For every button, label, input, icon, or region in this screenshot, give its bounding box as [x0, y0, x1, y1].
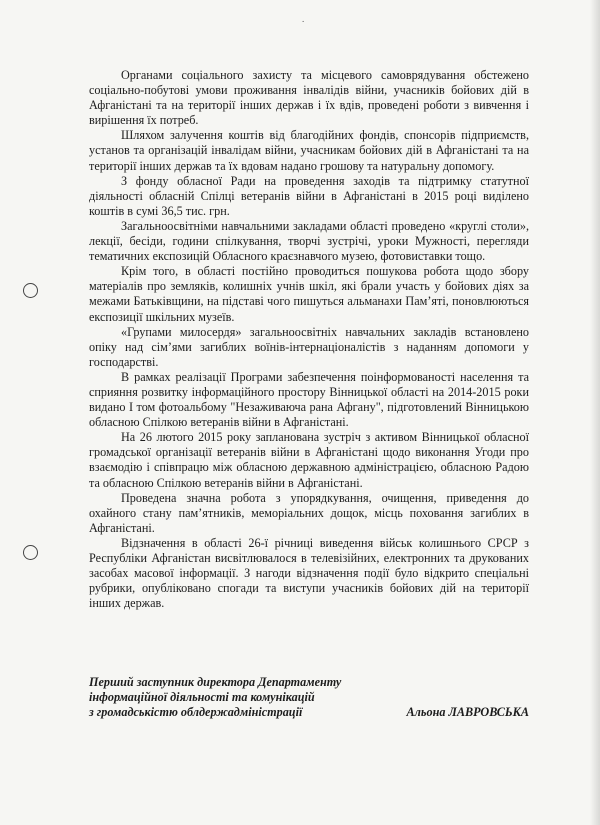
punch-hole-bottom — [23, 545, 38, 560]
signatory-name: Альона ЛАВРОВСЬКА — [406, 705, 529, 720]
paragraph-search-work: Крім того, в області постійно проводиться пошукова робота щодо збору матеріалів про земляків, колишніх учнів шкіл, які брали участь у бойових діях за межами Батьківщини, на підставі чого пишуться альманахи Пам’яті, поновлюються експозиції шкільних музеїв. — [89, 264, 529, 324]
paragraph-photo-album: В рамках реалізації Програми забезпечення поінформованості населення та сприяння розвитку інформаційного простору Вінницької області на 2014-2015 роки видано І том фотоальбому "Незаживаюча рана Афгану", підготовлений Вінницькою обласною Спілкою ветеранів війни в Афганістані. — [89, 369, 529, 430]
signature-title-line-3: з громадськістю облдержадміністрації — [89, 705, 303, 720]
paragraph-regional-council-fund: З фонду обласної Ради на проведення заходів та підтримку статутної діяльності обласній Спілці ветеранів війни в Афганістані в 2015 році виділено коштів в сумі 36,5 тис. грн. — [89, 173, 529, 218]
paragraph-planned-meeting: На 26 лютого 2015 року запланована зустріч з активом Вінницької обласної громадської організації ветеранів війни в Афганістані щодо виконання Угоди про взаємодію і співпрацю між обласною державною адміністрацією, обласною Радою та обласною Спілкою ветеранів війни в Афганістані. — [89, 430, 529, 490]
page-edge-shadow — [590, 0, 600, 825]
paragraph-schools-events: Загальноосвітніми навчальними закладами області проведено «круглі столи», лекції, бесіди, години спілкування, творчі зустрічі, уроки Мужності, перегляди тематичних експозицій Обласного краєзнавчого музею, фотовиставки тощо. — [89, 218, 529, 264]
paragraph-charity-funds: Шляхом залучення коштів від благодійних фондів, спонсорів підприємств, установ та організацій інвалідам війни, учасникам бойових дій в Афганістані та на території інших держав та їх вдовам надано грошову та натуральну допомогу. — [89, 128, 529, 173]
signature-block — [89, 675, 529, 721]
paragraph-social-protection: Органами соціального захисту та місцевого самоврядування обстежено соціально-побутові умови проживання інвалідів війни, учасників бойових дій в Афганістані та на території інших держав і їх вдів, проведені роботи з вивчення і вирішення їх потреб. — [89, 68, 529, 128]
signature-title-line-2: інформаційної діяльності та комунікацій — [89, 690, 315, 705]
punch-hole-top — [23, 283, 38, 298]
paragraph-memorials: Проведена значна робота з упорядкування, очищення, приведення до охайного стану пам’ятників, меморіальних дощок, місць поховання загиблих в Афганістані. — [89, 490, 529, 535]
signature-title-line-1: Перший заступник директора Департаменту — [89, 675, 342, 689]
page-mark: . — [302, 14, 305, 24]
paragraph-mercy-groups: «Групами милосердя» загальноосвітніх навчальних закладів встановлено опіку над сім’ями загиблих воїнів-інтернаціоналістів з наданням допомоги у господарстві. — [89, 324, 529, 369]
document-body — [89, 68, 529, 611]
paragraph-media-coverage: Відзначення в області 26-ї річниці виведення військ колишнього СРСР з Республіки Афганістан висвітлювалося в телевізійних, електронних та друкованих засобах масової інформації. З нагоди відзначення події було відкрито спеціальні рубрики, опубліковано спогади та виступи учасників бойових дій на території інших держав. — [89, 535, 529, 611]
